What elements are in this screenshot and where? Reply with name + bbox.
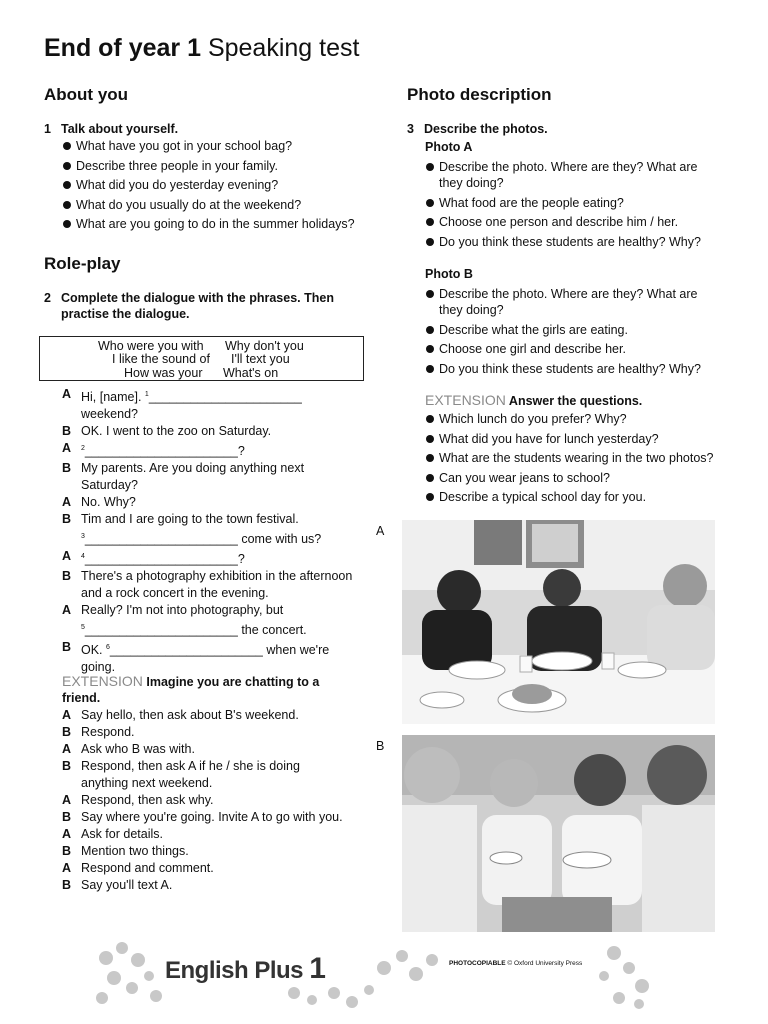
extension-bullet: What did you have for lunch yesterday? [425,431,745,447]
phrase: Why don't you [225,339,304,353]
photo-heading: Photo description [407,85,552,104]
extension-bullet: What are the students wearing in the two photos? [425,450,745,466]
extension-line: B Respond. [62,725,135,739]
photo-a-bullet: Choose one person and describe him / her. [425,214,735,230]
speaker-label: B [62,810,72,824]
answer-blank[interactable]: ______________________ [148,390,302,404]
phrase: Who were you with [98,339,204,353]
extension-line: A Respond and comment. [62,861,214,875]
dialogue-line: B Tim and I are going to the town festival. $^3$______________________ come with us? [62,512,322,546]
speaker-label: B [62,844,72,858]
page-title: End of year 1 Speaking test [44,34,360,62]
speaker-label: B [62,512,72,526]
dialogue-line: A Hi, [name]. $^1$______________________ weekend? [62,387,302,421]
photo-b-bullet: Describe the photo. Where are they? What are they doing? [425,286,735,318]
extension-line: A Ask who B was with. [62,742,195,756]
copyright-notice: PHOTOCOPIABLE © Oxford University Press [449,960,583,967]
english-plus-logo: English Plus 1 [165,952,326,985]
extension-dialogue [62,707,385,894]
speaker-label: A [62,708,72,722]
photo-b-bullet: Do you think these students are healthy? Why? [425,361,735,377]
dialogue-line: A $^2$______________________? [62,441,245,458]
dialogue [62,386,385,676]
speaker-label: B [62,461,72,475]
extension-line: A Ask for details. [62,827,163,841]
photo-b-bullets [425,286,735,380]
photo-a-letter: A [376,524,385,538]
about-bullet: Describe three people in your family. [62,158,382,174]
extension-line: B Say where you're going. Invite A to go with you. [62,810,343,824]
photo-a-bullet: Describe the photo. Where are they? What are they doing? [425,159,735,191]
speaker-label: B [62,878,72,892]
photo-b-bullet: Choose one girl and describe her. [425,341,735,357]
roleplay-extension: EXTENSION Imagine you are chatting to a friend. [62,673,320,705]
speaker-label: B [62,424,72,438]
extension-line: A Respond, then ask why. [62,793,214,807]
speaker-label: A [62,387,72,401]
about-bullet: What have you got in your school bag? [62,138,382,154]
photo-a-bullet: What food are the people eating? [425,195,735,211]
photo-a-label: Photo A [425,140,473,154]
speaker-label: B [62,640,72,654]
extension-line: B Respond, then ask A if he / she is doing anything next weekend. [62,759,300,790]
about-bullet: What do you usually do at the weekend? [62,197,382,213]
dialogue-line: A No. Why? [62,495,136,509]
photo-b-label: Photo B [425,267,473,281]
speaker-label: A [62,827,72,841]
speaker-label: A [62,549,72,563]
speaker-label: A [62,441,72,455]
answer-blank[interactable]: ______________________ [84,444,238,458]
speaker-label: A [62,742,72,756]
phrase: I'll text you [231,352,290,366]
phrase: What's on [223,366,279,380]
dialogue-line: B OK. $^6$______________________ when we're going. [62,640,330,674]
dialogue-line: A Really? I'm not into photography, but $^5$______________________ the concert. [62,603,307,637]
speaker-label: B [62,759,72,773]
dialogue-line: B OK. I went to the zoo on Saturday. [62,424,272,438]
roleplay-heading: Role-play [44,254,121,273]
photo-a-image [402,520,715,724]
photo-b-bullet: Describe what the girls are eating. [425,322,735,338]
speaker-label: A [62,495,72,509]
photo-b-letter: B [376,739,385,753]
dialogue-line: B My parents. Are you doing anything next Saturday? [62,461,305,492]
question-3: 3 Describe the photos. [407,122,548,136]
extension-bullets [425,411,745,509]
extension-line: B Mention two things. [62,844,189,858]
about-heading: About you [44,85,129,104]
speaker-label: A [62,793,72,807]
phrase-box [39,336,364,381]
photo-extension: EXTENSION Answer the questions. [425,392,643,408]
extension-line: B Say you'll text A. [62,878,173,892]
answer-blank[interactable]: ______________________ [84,552,238,566]
answer-blank[interactable]: ______________________ [109,643,263,657]
extension-bullet: Can you wear jeans to school? [425,470,745,486]
answer-blank[interactable]: ______________________ [84,623,238,637]
dialogue-line: A $^4$______________________? [62,549,245,566]
dialogue-line: B There's a photography exhibition in the afternoon and a rock concert in the evening. [62,569,353,600]
extension-bullet: Which lunch do you prefer? Why? [425,411,745,427]
about-bullet: What are you going to do in the summer holidays? [62,216,382,232]
about-bullet-list [62,138,382,236]
about-bullet: What did you do yesterday evening? [62,177,382,193]
speaker-label: A [62,603,72,617]
photo-a-bullets [425,159,735,253]
speaker-label: B [62,569,72,583]
extension-bullet: Describe a typical school day for you. [425,489,745,505]
extension-line: A Say hello, then ask about B's weekend. [62,708,299,722]
question-1: 1 Talk about yourself. [44,122,179,136]
speaker-label: A [62,861,72,875]
speaker-label: B [62,725,72,739]
question-2: 2 Complete the dialogue with the phrases. Then practise the dialogue. [44,291,334,321]
phrase: I like the sound of [112,352,210,366]
photo-b-image [402,735,715,932]
answer-blank[interactable]: ______________________ [84,532,238,546]
photo-a-bullet: Do you think these students are healthy? Why? [425,234,735,250]
phrase: How was your [124,366,203,380]
